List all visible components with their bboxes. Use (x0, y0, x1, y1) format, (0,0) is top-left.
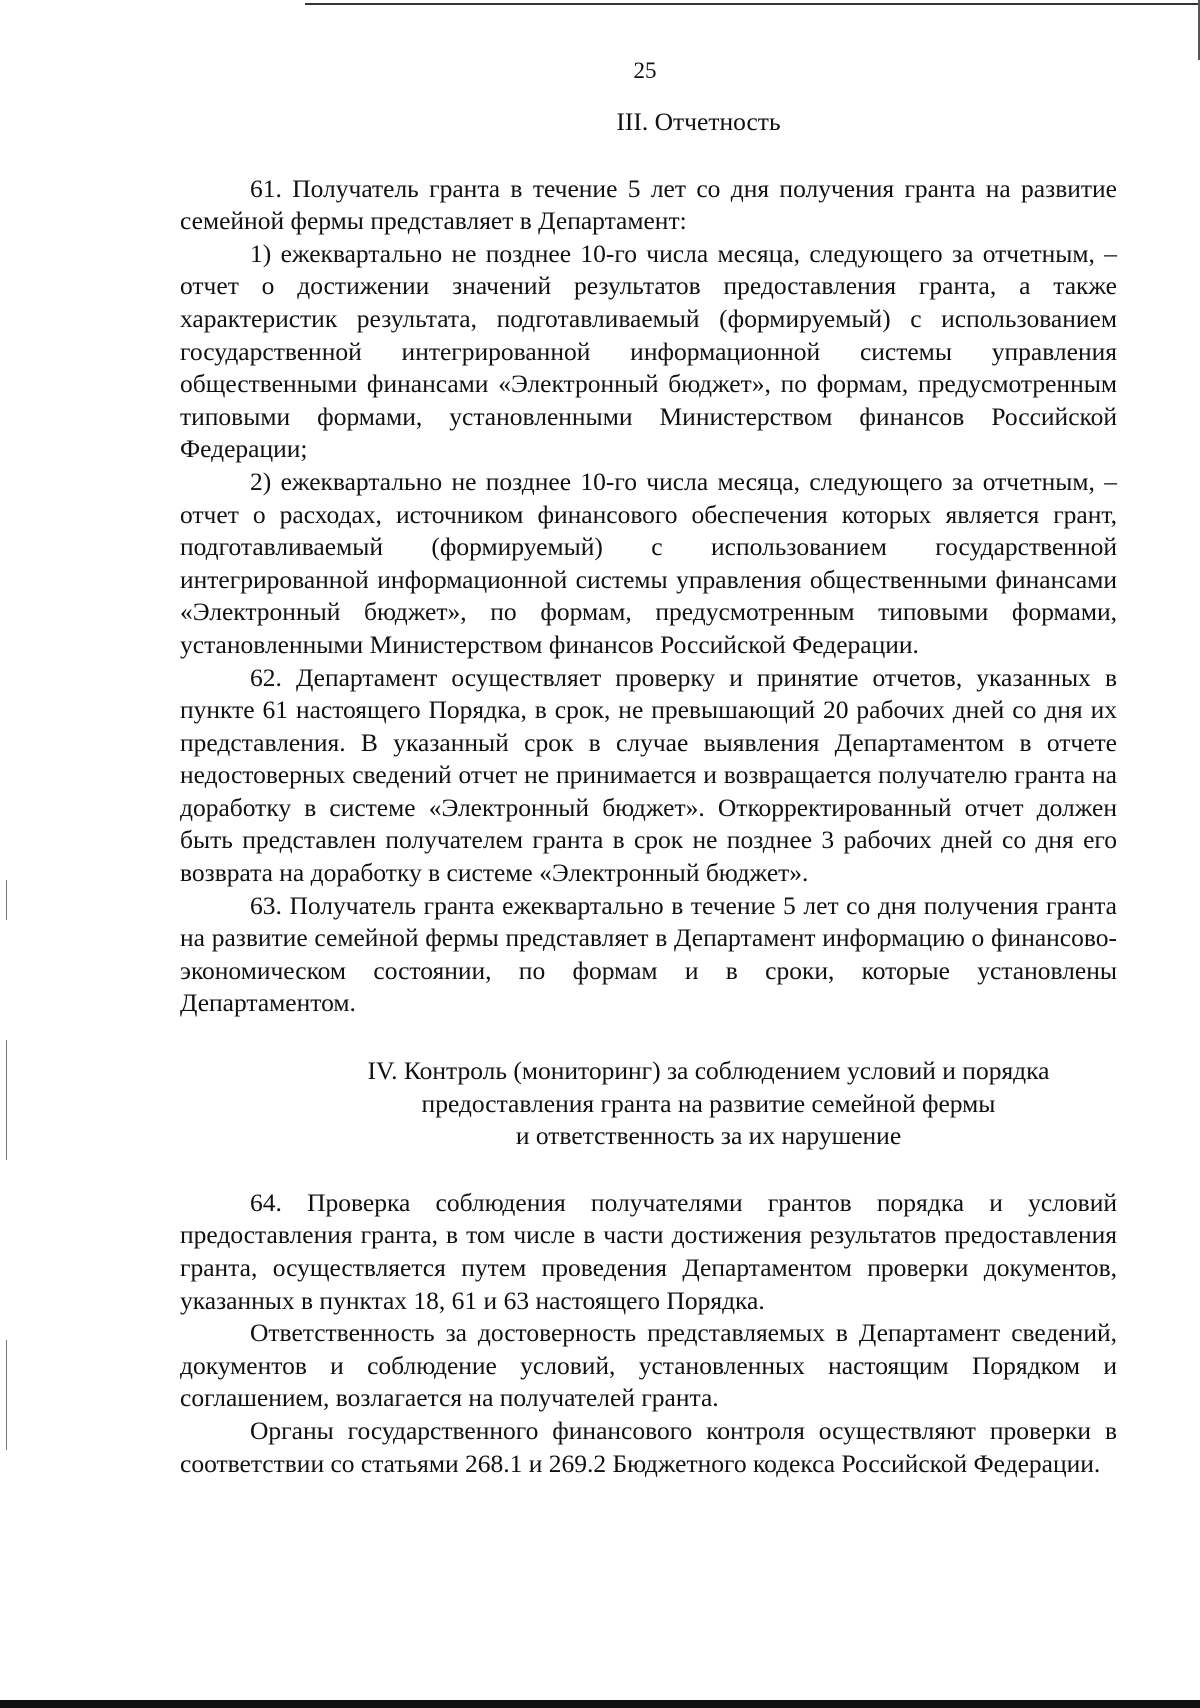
paragraph-64: 64. Проверка соблюдения получателями грантов порядка и условий предоставления гранта, в том числе в части достижения результатов предоставления гранта, осуществляется путем проведения Департаментом проверки документов, указанных в пунктах 18, 61 и 63 настоящего Порядка. (180, 1187, 1117, 1315)
scan-left-mark (6, 880, 7, 920)
paragraph-63: 63. Получатель гранта ежеквартально в течение 5 лет со дня получения гранта на развитие семейной фермы представляет в Департамент информацию о финансово-экономическом состоянии, по формам и в сроки, которые установлены Департаментом. (180, 890, 1117, 1018)
document-body (180, 106, 1117, 1480)
paragraph-62: 62. Департамент осуществляет проверку и принятие отчетов, указанных в пункте 61 настоящего Порядка, в срок, не превышающий 20 рабочих дней со дня их представления. В указанный срок в случае выявления Департаментом в отчете недостоверных сведений отчет не принимается и возвращается получателю гранта на доработку в системе «Электронный бюджет». Откорректированный отчет должен быть представлен получателем гранта в срок не позднее 3 рабочих дней со дня его возврата на доработку в системе «Электронный бюджет». (180, 662, 1117, 888)
section-4-heading-line: и ответственность за их нарушение (515, 1121, 902, 1151)
paragraph-61-item-2: 2) ежеквартально не позднее 10-го числа месяца, следующего за отчетным, – отчет о расходах, источником финансового обеспечения которых является грант, подготавливаемый (формируемый) с использованием государственной интегрированной информационной системы управления общественными финансами «Электронный бюджет», по формам, предусмотренным типовыми формами, установленными Министерством финансов Российской Федерации. (180, 466, 1117, 659)
scan-top-rule (305, 3, 1200, 5)
scan-left-mark (6, 1040, 7, 1160)
section-3-heading: III. Отчетность (616, 107, 781, 136)
section-4-heading-line: IV. Контроль (мониторинг) за соблюдением условий и порядка (367, 1056, 1050, 1086)
scan-bottom-bar (0, 1700, 1200, 1708)
paragraph-61: 61. Получатель гранта в течение 5 лет со дня получения гранта на развитие семейной фермы представляет в Департамент: (180, 173, 1117, 236)
section-4-heading (300, 1055, 1117, 1153)
section-4-heading-line: предоставления гранта на развитие семейной фермы (421, 1088, 996, 1118)
scan-left-mark (6, 1340, 7, 1450)
paragraph-61-item-1: 1) ежеквартально не позднее 10-го числа месяца, следующего за отчетным, – отчет о достижении значений результатов предоставления гранта, а также характеристик результата, подготавливаемый (формируемый) с использованием государственной интегрированной информационной системы управления общественными финансами «Электронный бюджет», по формам, предусмотренным типовыми формами, установленными Министерством финансов Российской Федерации; (180, 238, 1117, 464)
page-number: 25 (633, 58, 657, 83)
paragraph-responsibility: Ответственность за достоверность представляемых в Департамент сведений, документов и соблюдение условий, установленных настоящим Порядком и соглашением, возлагается на получателей гранта. (180, 1318, 1117, 1413)
paragraph-financial-control: Органы государственного финансового контроля осуществляют проверки в соответствии со статьями 268.1 и 269.2 Бюджетного кодекса Российской Федерации. (180, 1415, 1117, 1478)
